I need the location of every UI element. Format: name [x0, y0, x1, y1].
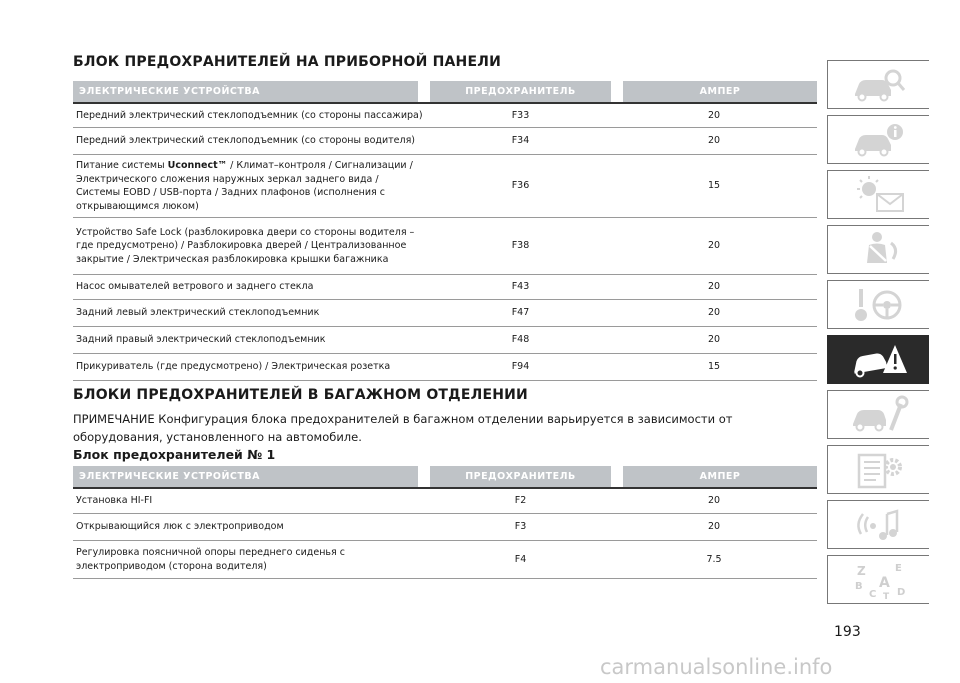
specs-gear-icon	[849, 449, 909, 491]
fuse-cell: F3	[430, 514, 611, 541]
svg-text:D: D	[896, 586, 905, 598]
fuse-cell: F43	[430, 275, 611, 300]
dashboard-fuse-table	[73, 81, 817, 381]
amp-cell: 7.5	[611, 541, 817, 579]
table-row	[73, 104, 817, 128]
column-header-devices: ЭЛЕКТРИЧЕСКИЕ УСТРОЙСТВА	[73, 466, 418, 487]
car-search-icon	[849, 64, 909, 106]
fuse-cell: F34	[430, 128, 611, 155]
column-header-amp: АМПЕР	[623, 81, 817, 102]
column-header-amp: АМПЕР	[623, 466, 817, 487]
key-steering-wheel-icon	[849, 284, 909, 326]
table-row	[73, 327, 817, 354]
tab-car-search[interactable]	[827, 60, 929, 109]
tab-lights-messages[interactable]	[827, 170, 929, 219]
device-cell: Открывающийся люк с электроприводом	[73, 514, 430, 541]
fuse-cell: F94	[430, 354, 611, 381]
svg-text:E: E	[894, 562, 902, 574]
amp-cell: 20	[611, 104, 817, 128]
seatbelt-airbag-icon	[849, 229, 909, 271]
device-cell: Устройство Safe Lock (разблокировка двери со стороны водителя – где предусмотрено) / Разблокировка дверей / Централизованное закрытие / Электрическая разблокировка крышки багажника	[73, 218, 430, 275]
fuse-cell: F48	[430, 327, 611, 354]
fuse-cell: F36	[430, 155, 611, 218]
column-header-fuse: ПРЕДОХРАНИТЕЛЬ	[430, 466, 611, 487]
chapter-tabs	[827, 60, 929, 610]
amp-cell: 20	[611, 327, 817, 354]
table-row	[73, 155, 817, 218]
tab-multimedia[interactable]	[827, 500, 929, 549]
page-number: 193	[834, 624, 861, 640]
amp-cell: 20	[611, 514, 817, 541]
section-title-trunk-fuses: БЛОКИ ПРЕДОХРАНИТЕЛЕЙ В БАГАЖНОМ ОТДЕЛЕНИИ	[73, 387, 528, 403]
device-cell: Задний левый электрический стеклоподъемник	[73, 300, 430, 327]
amp-cell: 20	[611, 275, 817, 300]
watermark: carmanualsonline.info	[600, 655, 833, 679]
tab-starting-driving[interactable]	[827, 280, 929, 329]
device-cell: Установка HI-FI	[73, 489, 430, 514]
tab-safety[interactable]	[827, 225, 929, 274]
svg-text:T: T	[882, 591, 889, 601]
table-row	[73, 218, 817, 275]
light-envelope-icon	[849, 174, 909, 216]
svg-text:Z: Z	[856, 563, 866, 578]
section-title-dashboard-fuses: БЛОК ПРЕДОХРАНИТЕЛЕЙ НА ПРИБОРНОЙ ПАНЕЛИ	[73, 54, 501, 70]
tab-car-info[interactable]	[827, 115, 929, 164]
alphabet-index-icon	[849, 559, 909, 601]
trunk-fuse-table	[73, 466, 817, 579]
amp-cell: 15	[611, 155, 817, 218]
tab-emergency[interactable]	[827, 335, 929, 384]
svg-text:B: B	[854, 580, 863, 592]
tab-index[interactable]	[827, 555, 929, 604]
svg-text:C: C	[868, 588, 876, 600]
amp-cell: 20	[611, 128, 817, 155]
amp-cell: 20	[611, 489, 817, 514]
device-cell: Прикуриватель (где предусмотрено) / Электрическая розетка	[73, 354, 430, 381]
car-wrench-icon	[849, 394, 909, 436]
fuse-cell: F4	[430, 541, 611, 579]
fuse-cell: F2	[430, 489, 611, 514]
device-cell: Задний правый электрический стеклоподъемник	[73, 327, 430, 354]
configuration-note: ПРИМЕЧАНИЕ Конфигурация блока предохранителей в багажном отделении варьируется в зависимости от оборудования, установленного на автомобиле.	[73, 412, 733, 444]
column-header-devices: ЭЛЕКТРИЧЕСКИЕ УСТРОЙСТВА	[73, 81, 418, 102]
multimedia-icon	[849, 504, 909, 546]
svg-text:A: A	[878, 574, 890, 591]
car-info-icon	[849, 119, 909, 161]
table-row	[73, 275, 817, 300]
device-cell: Передний электрический стеклоподъемник (со стороны пассажира)	[73, 104, 430, 128]
car-breakdown-warning-icon	[849, 339, 909, 381]
table-row	[73, 300, 817, 327]
tab-maintenance[interactable]	[827, 390, 929, 439]
table-row	[73, 128, 817, 155]
table-row	[73, 489, 817, 514]
table-row	[73, 541, 817, 579]
device-cell: Питание системы Uconnect™ / Климат–контроля / Сигнализации / Электрического сложения наружных зеркал заднего вида / Системы EOBD / USB-порта / Задних плафонов (исполнения с открывающимся люком)	[73, 155, 430, 218]
device-cell: Регулировка поясничной опоры переднего сиденья с электроприводом (сторона водителя)	[73, 541, 430, 579]
fuse-cell: F47	[430, 300, 611, 327]
device-cell: Передний электрический стеклоподъемник (со стороны водителя)	[73, 128, 430, 155]
tab-technical-data[interactable]	[827, 445, 929, 494]
fuse-cell: F38	[430, 218, 611, 275]
table-row	[73, 354, 817, 381]
fuse-box-subtitle: Блок предохранителей № 1	[73, 447, 276, 462]
fuse-cell: F33	[430, 104, 611, 128]
amp-cell: 15	[611, 354, 817, 381]
table-row	[73, 514, 817, 541]
device-cell: Насос омывателей ветрового и заднего стекла	[73, 275, 430, 300]
amp-cell: 20	[611, 300, 817, 327]
column-header-fuse: ПРЕДОХРАНИТЕЛЬ	[430, 81, 611, 102]
amp-cell: 20	[611, 218, 817, 275]
